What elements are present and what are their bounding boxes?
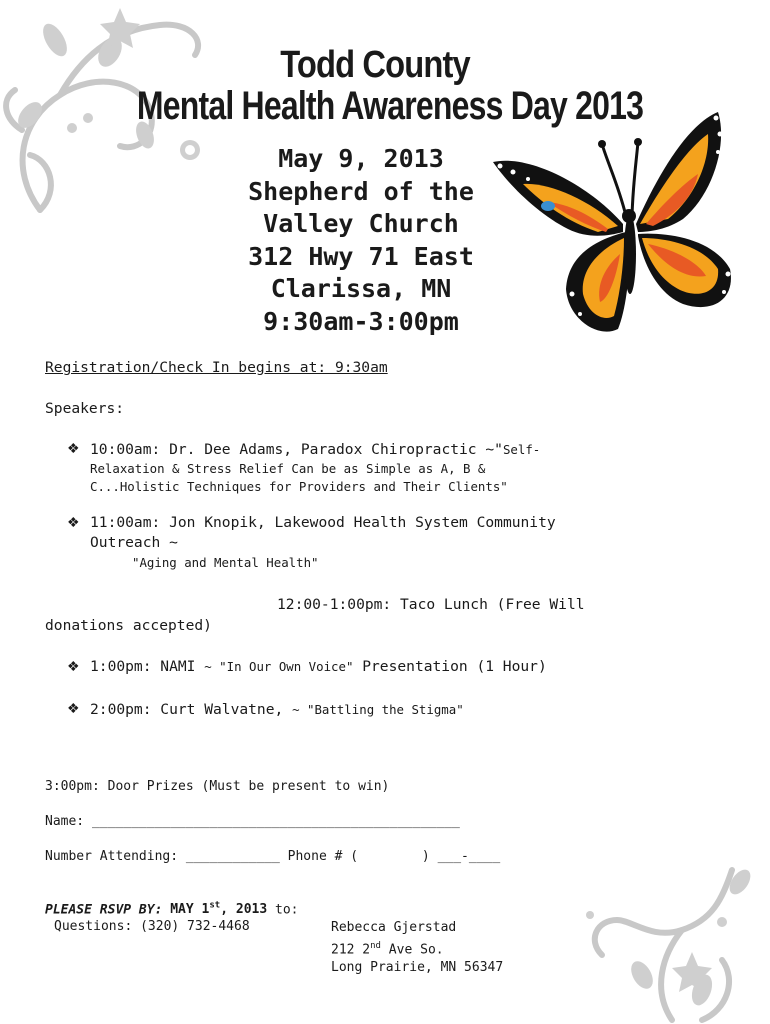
schedule-item-speaker-3 — [90, 657, 547, 677]
rsvp-date: MAY 1st, 2013 — [170, 901, 268, 918]
schedule-item-speaker-1 — [90, 440, 540, 460]
lunch-line1: 12:00-1:00pm: Taco Lunch (Free Will — [277, 596, 585, 613]
speaker-1-time: 10:00am: Dr. Dee Adams, Paradox Chiropractic ~" — [90, 441, 503, 458]
speaker-3-time: 1:00pm: NAMI — [90, 658, 205, 675]
phone-label: Phone # ( — [287, 849, 359, 864]
event-city: Clarissa, MN — [270, 274, 452, 303]
event-date: May 9, 2013 — [278, 144, 444, 173]
speaker-3-rest: Presentation (1 Hour) — [353, 658, 547, 675]
decorative-swirl-bottom-right — [562, 860, 762, 1024]
contact-city: Long Prairie, MN 56347 — [331, 960, 504, 976]
door-prizes: 3:00pm: Door Prizes (Must be present to win) — [45, 779, 390, 794]
speakers-heading: Speakers: — [45, 400, 125, 417]
attending-field[interactable]: ____________ — [185, 849, 280, 864]
bullet-icon: ❖ — [67, 442, 80, 457]
bullet-icon: ❖ — [67, 516, 80, 531]
schedule-item-speaker-4 — [90, 700, 464, 720]
registration-info: Registration/Check In begins at: 9:30am — [45, 359, 388, 376]
rsvp-line — [45, 901, 299, 917]
speaker-1-title-line3: C...Holistic Techniques for Providers and Their Clients" — [90, 479, 508, 494]
speaker-1-title-start: Self- — [502, 442, 541, 457]
name-field-row — [45, 814, 460, 829]
event-venue-line1: Shepherd of the — [248, 176, 474, 206]
name-field[interactable]: _______________________________________________ — [91, 814, 460, 829]
rsvp-contact-address — [331, 919, 503, 977]
rsvp-label: PLEASE RSVP BY: — [45, 902, 163, 918]
name-label: Name: — [45, 814, 85, 829]
questions-phone: Questions: (320) 732-4468 — [54, 919, 250, 934]
bullet-icon: ❖ — [67, 660, 80, 675]
speaker-3-title: "In Our Own Voice" — [219, 659, 354, 674]
speaker-2-title: "Aging and Mental Health" — [132, 555, 319, 570]
speaker-4-time: 2:00pm: Curt Walvatne, — [90, 701, 293, 718]
speaker-3-tilde: ~ — [204, 659, 220, 674]
phone-field[interactable]: ) ___-____ — [421, 849, 501, 864]
attending-row — [45, 849, 500, 864]
speaker-2-line2: Outreach ~ — [90, 534, 178, 551]
speaker-4-title: ~ "Battling the Stigma" — [292, 702, 464, 717]
event-address: 312 Hwy 71 East — [248, 241, 474, 271]
contact-name: Rebecca Gjerstad — [331, 920, 457, 935]
title-event-name: Mental Health Awareness Day 2013 — [136, 84, 644, 128]
title-county: Todd County — [280, 44, 470, 86]
schedule-item-speaker-2: 11:00am: Jon Knopik, Lakewood Health System Community — [90, 514, 556, 531]
butterfly-illustration — [488, 104, 738, 344]
event-venue-line2: Valley Church — [263, 209, 459, 238]
contact-street: 212 2nd Ave So. — [331, 941, 444, 958]
bullet-icon: ❖ — [67, 702, 80, 717]
speaker-1-title-line2: Relaxation & Stress Relief Can be as Simple as A, B & — [90, 461, 486, 476]
attending-label: Number Attending: — [45, 849, 179, 864]
rsvp-to: to: — [267, 902, 299, 918]
event-details — [200, 143, 522, 338]
event-time: 9:30am-3:00pm — [263, 306, 459, 336]
lunch-line2: donations accepted) — [45, 617, 212, 634]
